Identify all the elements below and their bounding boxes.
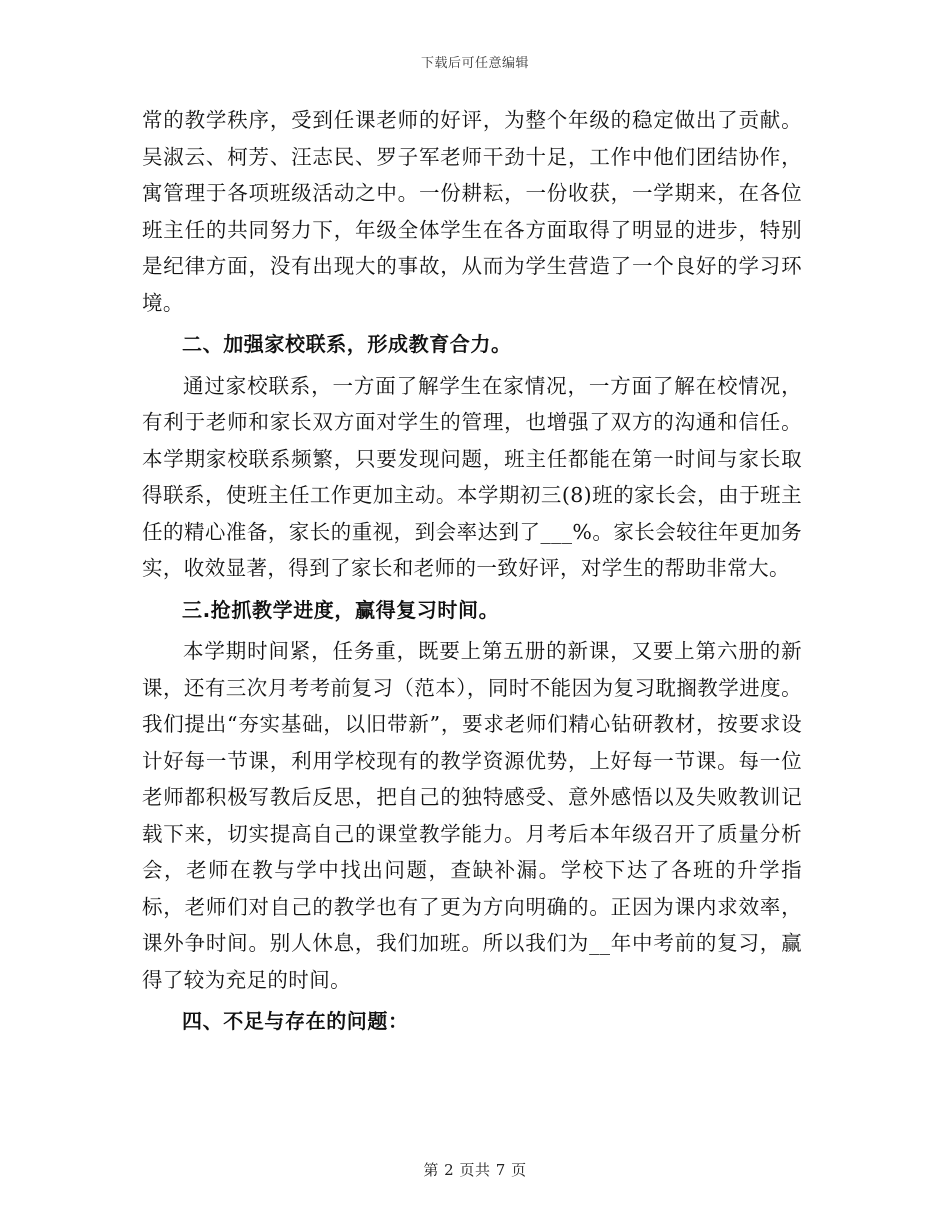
section-heading-3: 三.抢抓教学进度，赢得复习时间。 <box>182 597 500 622</box>
paragraph-teaching-progress: 本学期时间紧，任务重，既要上第五册的新课，又要上第六册的新课，还有三次月考考前复习（范本），同时不能因为复习耽搁教学进度。我们提出“夯实基础，以旧带新”，要求老师们精心钻研教材，按要求设计好每一节课，利用学校现有的教学资源优势，上好每一节课。每一位老师都积极写教后反思，把自己的独特感受、意外感悟以及失败教训记载下来，切实提高自己的课堂教学能力。月考后本年级召开了质量分析会，老师在教与学中找出问题，查缺补漏。学校下达了各班的升学指标，老师们对自己的教学也有了更为方向明确的。正因为课内求效率，课外争时间。别人休息，我们加班。所以我们为__年中考前的复习，赢得了较为充足的时间。 <box>142 639 802 992</box>
page-number: 第 2 页共 7 页 <box>423 1161 527 1179</box>
section-heading-4: 四、不足与存在的问题： <box>182 1009 409 1033</box>
paragraph-continued: 常的教学秩序，受到任课老师的好评，为整个年级的稳定做出了贡献。吴淑云、柯芳、汪志民、罗子军老师干劲十足，工作中他们团结协作，寓管理于各项班级活动之中。一份耕耘，一份收获，一学期来，在各位班主任的共同努力下，年级全体学生在各方面取得了明显的进步，特别是纪律方面，没有出现大的事故，从而为学生营造了一个良好的学习环境。 <box>142 108 802 315</box>
document-body <box>142 102 802 1045</box>
section-heading-2: 二、加强家校联系，形成教育合力。 <box>182 332 512 356</box>
paragraph-home-school: 通过家校联系，一方面了解学生在家情况，一方面了解在校情况，有利于老师和家长双方面对学生的管理，也增强了双方的沟通和信任。本学期家校联系频繁，只要发现问题，班主任都能在第一时间与家长取得联系，使班主任工作更加主动。本学期初三(8)班的家长会，由于班主任的精心准备，家长的重视，到会率达到了___%。家长会较往年更加务实，收效显著，得到了家长和老师的一致好评，对学生的帮助非常大。 <box>142 373 802 580</box>
page-header-note: 下载后可任意编辑 <box>420 56 529 71</box>
